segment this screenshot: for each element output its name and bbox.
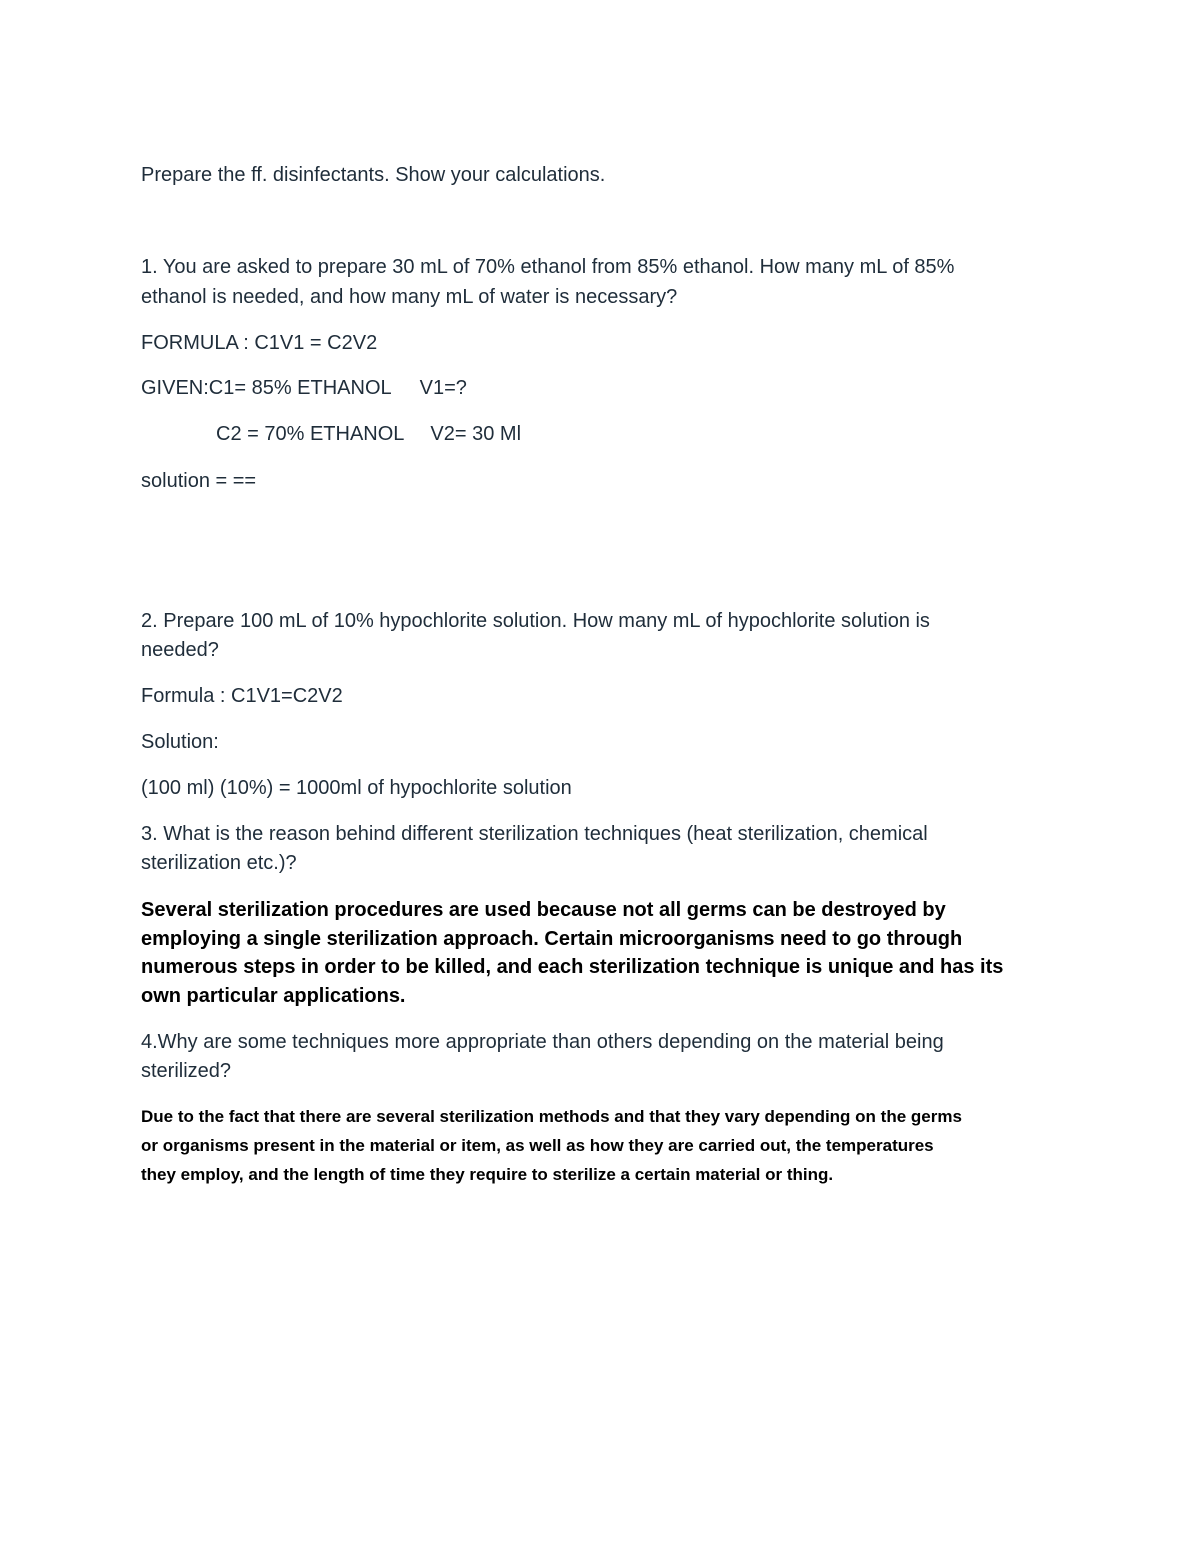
question-3-line-2: sterilization etc.)? [141,852,297,874]
question-4-answer-line-3: they employ, and the length of time they require to sterilize a certain material or thing. [141,1165,834,1184]
intro-text: Prepare the ff. disinfectants. Show your calculations. [141,164,606,186]
given-label: GIVEN: [141,377,209,399]
given-c1: C1= 85% ETHANOL [208,377,392,399]
given-c2: C2 = 70% ETHANOL [216,423,405,445]
given-v2: V2= 30 Ml [430,423,522,445]
question-1-given [141,373,467,403]
question-4-line-1: 4.Why are some techniques more appropriate than others depending on the material being [141,1031,944,1053]
question-1-formula: FORMULA : C1V1 = C2V2 [141,332,378,354]
question-2-solution: (100 ml) (10%) = 1000ml of hypochlorite solution [141,777,572,799]
question-3-answer-line-2: employing a single sterilization approach. Certain microorganisms need to go through [141,928,963,950]
question-1-line-2: ethanol is needed, and how many mL of water is necessary? [141,286,678,308]
question-3-answer-line-3: numerous steps in order to be killed, and each sterilization technique is unique and has its [141,956,1004,978]
question-2-line-1: 2. Prepare 100 mL of 10% hypochlorite solution. How many mL of hypochlorite solution is [141,610,930,632]
question-2-line-2: needed? [141,639,219,661]
question-3-answer-line-1: Several sterilization procedures are used because not all germs can be destroyed by [141,899,946,921]
question-4-answer-line-1: Due to the fact that there are several sterilization methods and that they vary depending on the germs [141,1107,962,1126]
question-3-answer-line-4: own particular applications. [141,985,406,1007]
question-2-formula: Formula : C1V1=C2V2 [141,685,343,707]
question-4-answer-line-2: or organisms present in the material or item, as well as how they are carried out, the temperatures [141,1136,934,1155]
question-2-solution-label: Solution: [141,731,219,753]
question-1-solution: solution = == [141,470,257,492]
question-1-line-1: 1. You are asked to prepare 30 mL of 70% ethanol from 85% ethanol. How many mL of 85% [141,256,955,278]
question-1-given-2 [216,419,521,449]
question-4-line-2: sterilized? [141,1060,232,1082]
question-3-line-1: 3. What is the reason behind different sterilization techniques (heat sterilization, chemical [141,823,928,845]
given-v1: V1=? [419,377,467,399]
